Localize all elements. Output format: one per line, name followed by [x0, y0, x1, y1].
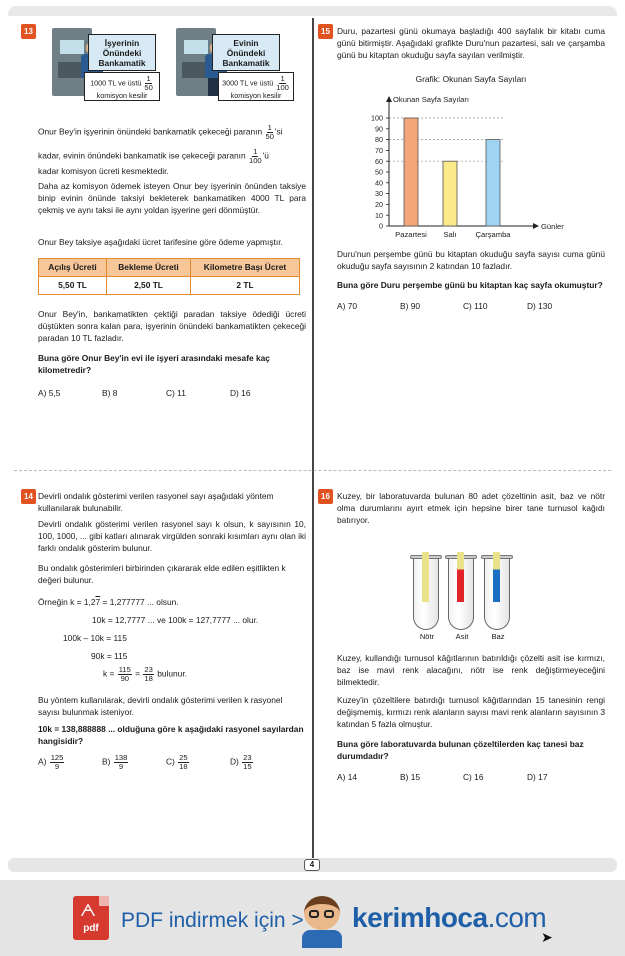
fee-header-waiting: Bekleme Ücreti: [107, 259, 191, 277]
fee-header-opening: Açılış Ücreti: [39, 259, 107, 277]
pdf-icon-label: pdf: [83, 922, 99, 934]
q14-ex5-prefix: k =: [103, 668, 115, 679]
q13-choice-c[interactable]: C) 11: [166, 388, 186, 398]
litmus-strip-acid: [457, 552, 464, 602]
x-axis-label: Günler: [541, 222, 564, 231]
q14-ex5-den2: 18: [144, 673, 153, 683]
q14-paragraph-3: Bu ondalık gösterimleri birbirinden çıkararak elde edilen eşitlikten k değeri bulunur.: [38, 563, 286, 586]
q14-choice-b-fraction: [114, 754, 129, 771]
y-tick-label-90: 90: [375, 124, 383, 134]
q14-ex5-fraction-1: [118, 666, 132, 683]
q14-choice-a-label: A): [38, 756, 47, 767]
q16-paragraph-1: Kuzey, bir laboratuvarda bulunan 80 adet çözeltinin asit, baz ve nötr olma durumlarını ayırt etmek için hepsine birer tane turnusol kağıdı batırıyor.: [337, 491, 605, 526]
q14-choice-d-fraction: [242, 754, 252, 771]
bar-salı: [443, 161, 457, 226]
q14-choice-a-num: 125: [50, 753, 64, 762]
pdf-file-icon: [73, 896, 109, 940]
q15-question: Buna göre Duru perşembe günü bu kitaptan kaç sayfa okumuştur?: [337, 280, 603, 290]
q13-p2-text: kadar, evinin önündeki bankamatik ise çekeceği paranın: [38, 150, 246, 161]
y-tick-label-40: 40: [375, 178, 383, 188]
chart-title: Grafik: Okunan Sayfa Sayıları: [415, 74, 527, 84]
q14-ex1-repeating-digit: 7: [95, 597, 101, 607]
q13-paragraph-4: Onur Bey taksiye aşağıdaki ücret tarifesine göre ödeme yapmıştır.: [38, 237, 283, 247]
q14-choice-a[interactable]: [38, 754, 65, 771]
q14-paragraph-1: Devirli ondalık gösterimi verilen rasyonel sayı aşağıdaki yöntem kullanılarak bulunabilir.: [38, 491, 274, 514]
q13-p2-continuation: kadar komisyon ücreti kesmektedir.: [38, 165, 169, 176]
y-tick-label-10: 10: [375, 210, 383, 220]
home-fee-threshold: 3000 TL ve üstü: [222, 78, 274, 88]
q13-choice-b[interactable]: B) 8: [102, 388, 118, 398]
home-atm-fee-sign: [218, 72, 294, 101]
taxi-fee-table: [38, 258, 300, 295]
q13-question: Buna göre Onur Bey'in evi ile işyeri arasındaki mesafe kaç kilometredir?: [38, 353, 270, 376]
test-tube-acid: [448, 558, 474, 630]
q14-example-line-4: 90k = 115: [91, 651, 128, 661]
q13-p2-fraction: [249, 148, 262, 165]
q14-choice-a-den: 9: [54, 761, 60, 771]
q13-p2-suffix: 'ü: [262, 150, 269, 161]
q14-choice-d-num: 23: [243, 753, 252, 762]
q13-paragraph-1: [38, 124, 306, 141]
row-divider: [14, 470, 611, 471]
q14-ex1-prefix: Örneğin k = 1,2: [38, 597, 96, 607]
q14-ex5-equals: =: [135, 668, 141, 679]
work-fee-fraction: [144, 75, 152, 92]
mascot-body: [302, 930, 342, 948]
q14-choice-b-label: B): [102, 756, 111, 767]
work-fee-threshold: 1000 TL ve üstü: [90, 78, 142, 88]
home-fee-note: komisyon kesilir: [230, 90, 282, 100]
q14-ex5-num2: 23: [144, 665, 153, 674]
q13-paragraph-5: Onur Bey'in, bankamatikten çektiği paradan taksiye ödediği ücreti düştükten sonra kalan para, işyerinin önündeki bankamatikten çekeceği paradan 10 TL fazladır.: [38, 309, 306, 344]
q14-choice-a-fraction: [50, 754, 65, 771]
q14-ex1-suffix: = 1,277777 ... olsun.: [100, 597, 179, 607]
q13-paragraph-2: [38, 148, 306, 177]
q14-choice-b-den: 9: [118, 761, 124, 771]
q16-choice-a[interactable]: A) 14: [337, 772, 358, 782]
y-axis-label: Okunan Sayfa Sayıları: [393, 95, 469, 104]
q13-paragraph-3: Daha az komisyon ödemek isteyen Onur bey işyerinin önünden taksiye binip evinin önünde taksiyi bekleterek bankamatiken 4000 TL para çekmiş ve aynı taksi ile aynı yoldan işyerine geri dönmüştür.: [38, 181, 306, 216]
q14-ex5-fraction-2: [143, 666, 153, 683]
x-tick-label-0: Pazartesi: [395, 230, 427, 239]
q13-choice-d[interactable]: D) 16: [230, 388, 251, 398]
q13-p1-suffix: 'si: [274, 126, 283, 137]
mascot-glasses-right: [324, 910, 334, 918]
x-axis-arrow: [533, 223, 539, 229]
question-number-13: 13: [21, 24, 36, 39]
test-tube-neutral: [413, 558, 439, 630]
fee-header-per-km: Kilometre Başı Ücret: [191, 259, 300, 277]
q16-choice-c[interactable]: C) 16: [463, 772, 484, 782]
home-fee-numerator: 1: [280, 74, 285, 83]
q15-paragraph-1: Duru, pazartesi günü okumaya başladığı 400 sayfalık bir kitabı cuma günü bitirmiştir. Aşağıdaki grafikte Duru'nun pazartesi, salı ve çarşamba günü bu kitaptan okuduğu sayfa sayıları verilmiştir.: [337, 26, 605, 61]
tube-label-neutral: Nötr: [419, 632, 435, 641]
y-tick-label-70: 70: [375, 146, 383, 155]
q14-example-line-3: 100k – 10k = 115: [63, 633, 127, 643]
q14-ex5-num1: 115: [118, 665, 131, 674]
q14-choice-b[interactable]: [102, 754, 129, 771]
litmus-strip-neutral: [422, 552, 429, 602]
y-tick-label-0: 0: [379, 221, 383, 231]
y-tick-label-50: 50: [375, 167, 383, 177]
q13-p1-den: 50: [265, 131, 274, 141]
q15-choice-a[interactable]: A) 70: [337, 301, 358, 311]
test-tube-base: [484, 558, 510, 630]
y-tick-label-30: 30: [375, 189, 383, 199]
fee-value-opening: 5,50 TL: [39, 277, 107, 295]
q15-paragraph-2: Duru'nun perşembe günü bu kitaptan okuduğu sayfa sayısı cuma günü okuduğu sayfa sayısının 2 katından 10 fazladır.: [337, 249, 605, 272]
fee-value-waiting: 2,50 TL: [107, 277, 191, 295]
bar-çarşamba: [486, 140, 500, 226]
x-tick-label-1: Salı: [443, 230, 457, 239]
mouse-cursor-icon: ➤: [541, 929, 553, 945]
download-banner[interactable]: [0, 880, 625, 956]
pdf-file-corner: [99, 896, 109, 906]
q14-choice-d[interactable]: [230, 754, 254, 771]
q16-choice-b[interactable]: B) 15: [400, 772, 421, 782]
q14-example-line-5: [103, 666, 187, 683]
q14-choice-c[interactable]: [166, 754, 190, 771]
question-number-16: 16: [318, 489, 333, 504]
column-divider: [312, 18, 314, 858]
fee-value-per-km: 2 TL: [191, 277, 300, 295]
download-cta-text[interactable]: PDF indirmek için >: [121, 909, 304, 932]
work-fee-denominator: 50: [144, 82, 153, 92]
q13-p2-num: 1: [253, 147, 258, 156]
mascot-glasses-left: [309, 910, 319, 918]
q14-choice-c-num: 25: [179, 753, 188, 762]
y-tick-label-20: 20: [375, 200, 383, 209]
q15-choice-b[interactable]: B) 90: [400, 301, 421, 311]
q14-choice-d-label: D): [230, 756, 239, 767]
y-tick-label-100: 100: [371, 113, 383, 123]
teacher-mascot-icon: [296, 892, 348, 948]
q15-choice-d[interactable]: D) 130: [527, 301, 553, 311]
bar-pazartesi: [404, 118, 418, 226]
home-atm-sign: Evinin Önündeki Bankamatik: [212, 34, 280, 71]
brand-logo[interactable]: [352, 904, 546, 932]
q13-choice-a[interactable]: A) 5,5: [38, 388, 61, 398]
q14-question: 10k = 138,888888 ... olduğuna göre k aşağıdaki rasyonel sayılardan hangisidir?: [38, 724, 304, 747]
work-fee-numerator: 1: [146, 74, 151, 83]
reading-bar-chart: [337, 88, 605, 246]
pdf-acrobat-glyph: ᗅ: [80, 901, 96, 920]
q14-example-line-1: [38, 596, 179, 608]
work-atm-sign: İşyerinin Önündeki Bankamatik: [88, 34, 156, 71]
q14-example-line-2: 10k = 12,7777 ... ve 100k = 127,7777 ... olur.: [92, 615, 259, 625]
question-number-14: 14: [21, 489, 36, 504]
q16-paragraph-3: Kuzey'in çözeltilere batırdığı turnusol kâğıtlarından 15 tanesinin rengi değişmemiş, kırmızı renk alanların sayısı mavi renk alanların sayısının 3 katından 5 fazla olmuştur.: [337, 695, 605, 730]
q14-ex5-den1: 90: [120, 673, 130, 683]
litmus-strip-base: [493, 552, 500, 602]
tube-label-base: Baz: [491, 632, 505, 641]
work-atm-fee-sign: [84, 72, 160, 101]
q14-ex5-suffix: bulunur.: [157, 668, 187, 679]
y-tick-label-60: 60: [375, 156, 383, 166]
q14-choice-b-num: 138: [114, 753, 128, 762]
q13-p2-den: 100: [248, 155, 262, 165]
q16-paragraph-2: Kuzey, kullandığı turnusol kâğıtlarının batırıldığı çözelti asit ise kırmızı, baz ise mavi renk alacağını, nötr ise renk değiştirmeyeceğini bilmektedir.: [337, 653, 605, 688]
q13-p1-num: 1: [267, 123, 272, 132]
q14-choice-c-label: C): [166, 756, 175, 767]
q14-choice-c-fraction: [178, 754, 188, 771]
home-fee-denominator: 100: [276, 82, 289, 92]
q13-p1-text: Onur Bey'in işyerinin önündeki bankamatik çekeceği paranın: [38, 126, 263, 137]
q14-choice-c-den: 18: [179, 761, 188, 771]
q14-paragraph-4: Bu yöntem kullanılarak, devirli ondalık gösterimi verilen k rasyonel sayısı bulunmak isteniyor.: [38, 695, 283, 718]
x-tick-label-2: Çarşamba: [475, 230, 511, 239]
q16-question: Buna göre laboratuvarda bulunan çözeltilerden kaç tanesi baz durumdadır?: [337, 739, 584, 762]
tube-label-acid: Asit: [455, 632, 469, 641]
q15-choice-c[interactable]: C) 110: [463, 301, 488, 311]
q14-choice-d-den: 15: [243, 761, 252, 771]
q14-paragraph-2: Devirli ondalık gösterimi verilen rasyonel sayı k olsun, k sayısının 10, 100, 1000, ... gibi katları alınarak virgülden sonraki kısımları aynı olan iki farklı ondalık gösterim bulunur.: [38, 519, 306, 554]
y-tick-label-80: 80: [375, 135, 383, 145]
q13-p1-fraction: [265, 124, 273, 141]
home-fee-fraction: [276, 75, 289, 92]
question-number-15: 15: [318, 24, 333, 39]
brand-tld-text: .com: [487, 902, 547, 933]
y-axis-arrow: [386, 96, 392, 102]
brand-main-text: kerimhoca: [352, 902, 488, 933]
q16-choice-d[interactable]: D) 17: [527, 772, 548, 782]
page-number: 4: [304, 859, 320, 871]
work-fee-note: komisyon kesilir: [96, 90, 148, 100]
